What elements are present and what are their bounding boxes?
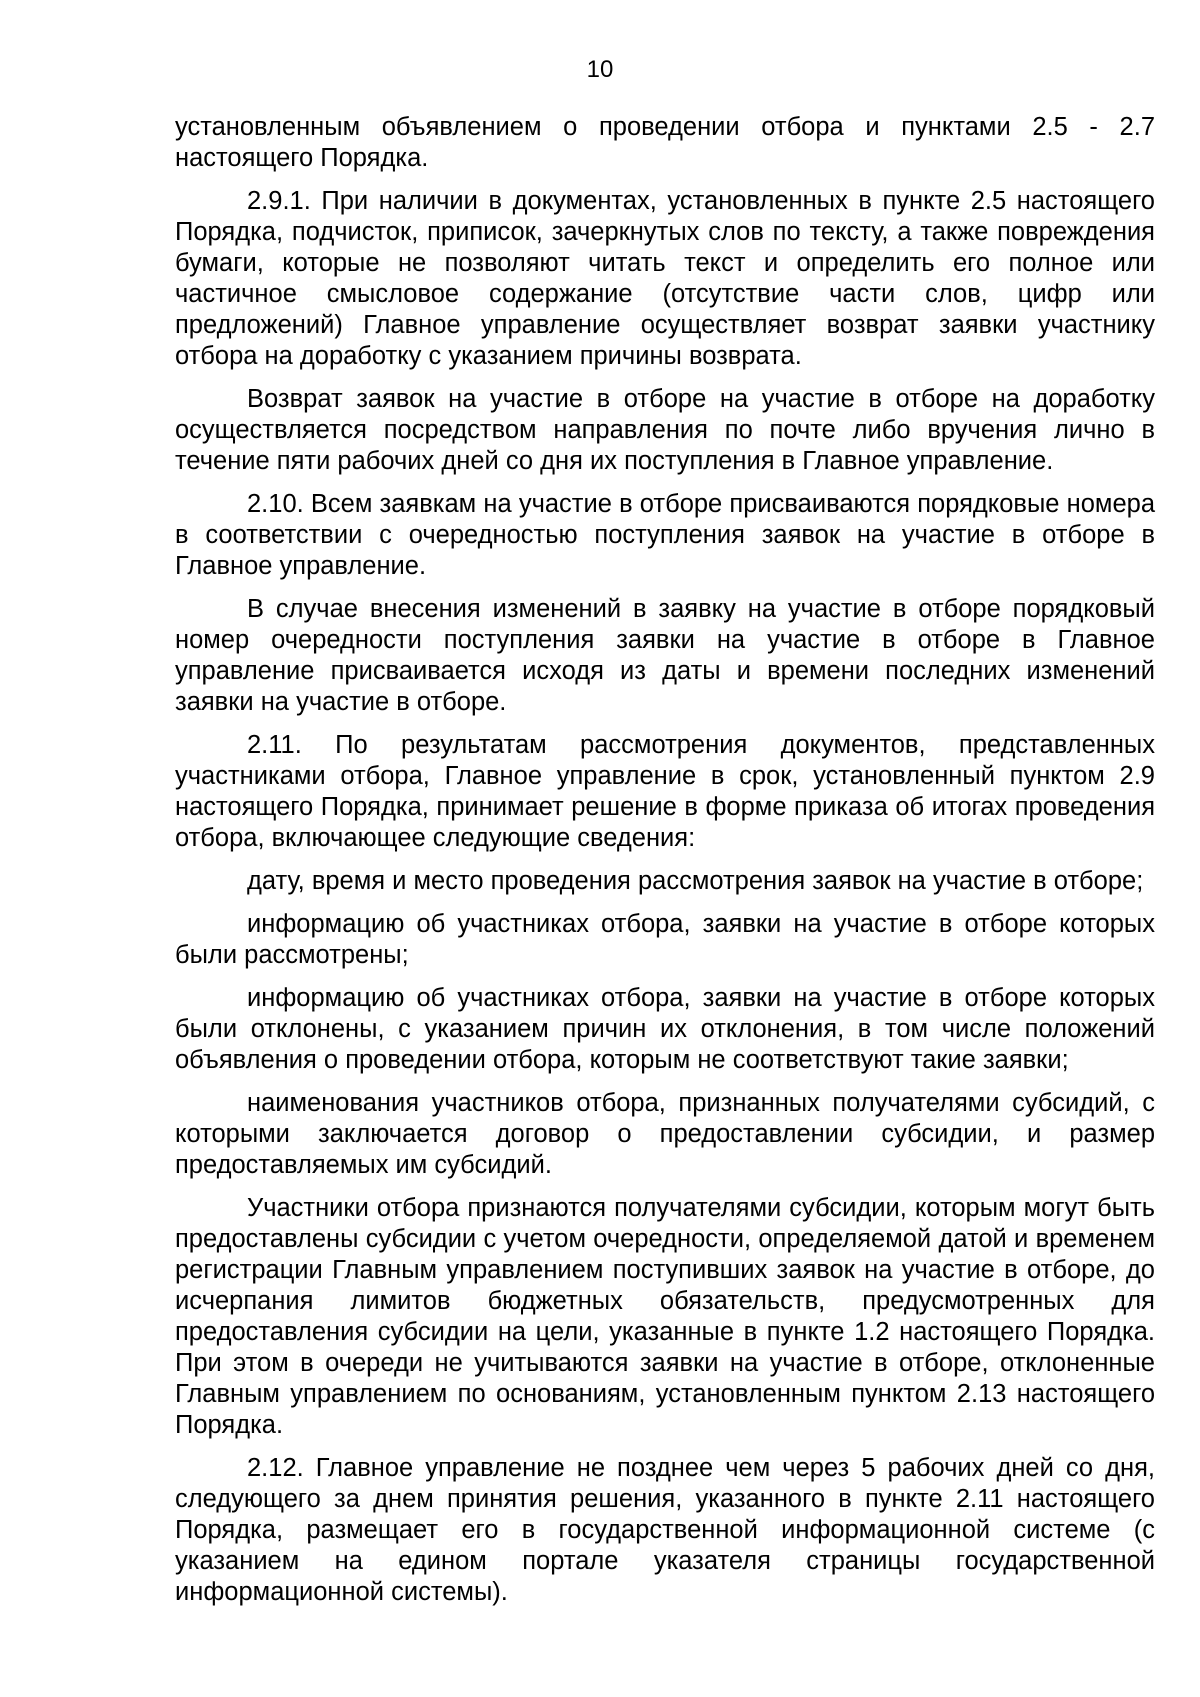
paragraph-recipients-queue: Участники отбора признаются получателями субсидии, которым могут быть предоставлены субсидии с учетом очередности, определяемой датой и временем регистрации Главным управлением поступивших заявок на участие в отборе, до исчерпания лимитов бюджетных обязательств, предусмотренных для предоставления субсидии на цели, указанные в пункте 1.2 настоящего Порядка. При этом в очереди не учитываются заявки на участие в отборе, отклоненные Главным управлением по основаниям, установленным пунктом 2.13 настоящего Порядка. (175, 1194, 1155, 1439)
list-item-subsidy-recipients: наименования участников отбора, признанных получателями субсидий, с которыми заключается договор о предоставлении субсидии, и размер предоставляемых им субсидий. (175, 1089, 1155, 1179)
page-number: 10 (586, 56, 614, 83)
paragraph-2-11: 2.11. По результатам рассмотрения документов, представленных участниками отбора, Главное управление в срок, установленный пунктом 2.9 настоящего Порядка, принимает решение в форме приказа об итогах проведения отбора, включающее следующие сведения: (175, 731, 1155, 852)
paragraph-return-of-applications: Возврат заявок на участие в отборе на участие в отборе на доработку осуществляется посредством направления по почте либо вручения лично в течение пяти рабочих дней со дня их поступления в Главное управление. (175, 385, 1155, 475)
paragraph-2-10: 2.10. Всем заявкам на участие в отборе присваиваются порядковые номера в соответствии с очередностью поступления заявок на участие в отборе в Главное управление. (175, 490, 1155, 580)
paragraph-continuation: установленным объявлением о проведении отбора и пунктами 2.5 - 2.7 настоящего Порядка. (175, 113, 1155, 172)
paragraph-changes-to-application: В случае внесения изменений в заявку на участие в отборе порядковый номер очередности поступления заявки на участие в отборе в Главное управление присваивается исходя из даты и времени последних изменений заявки на участие в отборе. (175, 595, 1155, 716)
paragraph-2-9-1: 2.9.1. При наличии в документах, установленных в пункте 2.5 настоящего Порядка, подчисток, приписок, зачеркнутых слов по тексту, а также повреждения бумаги, которые не позволяют читать текст и определить его полное или частичное смысловое содержание (отсутствие части слов, цифр или предложений) Главное управление осуществляет возврат заявки участнику отбора на доработку с указанием причины возврата. (175, 187, 1155, 370)
list-item-reviewed-participants: информацию об участниках отбора, заявки на участие в отборе которых были рассмотрены; (175, 910, 1155, 969)
list-item-date-time-place: дату, время и место проведения рассмотрения заявок на участие в отборе; (247, 867, 1144, 895)
paragraph-2-12: 2.12. Главное управление не позднее чем через 5 рабочих дней со дня, следующего за днем принятия решения, указанного в пункте 2.11 настоящего Порядка, размещает его в государственной информационной системе (с указанием на едином портале указателя страницы государственной информационной системы). (175, 1454, 1155, 1606)
list-item-rejected-participants: информацию об участниках отбора, заявки на участие в отборе которых были отклонены, с указанием причин их отклонения, в том числе положений объявления о проведении отбора, которым не соответствуют такие заявки; (175, 984, 1155, 1074)
